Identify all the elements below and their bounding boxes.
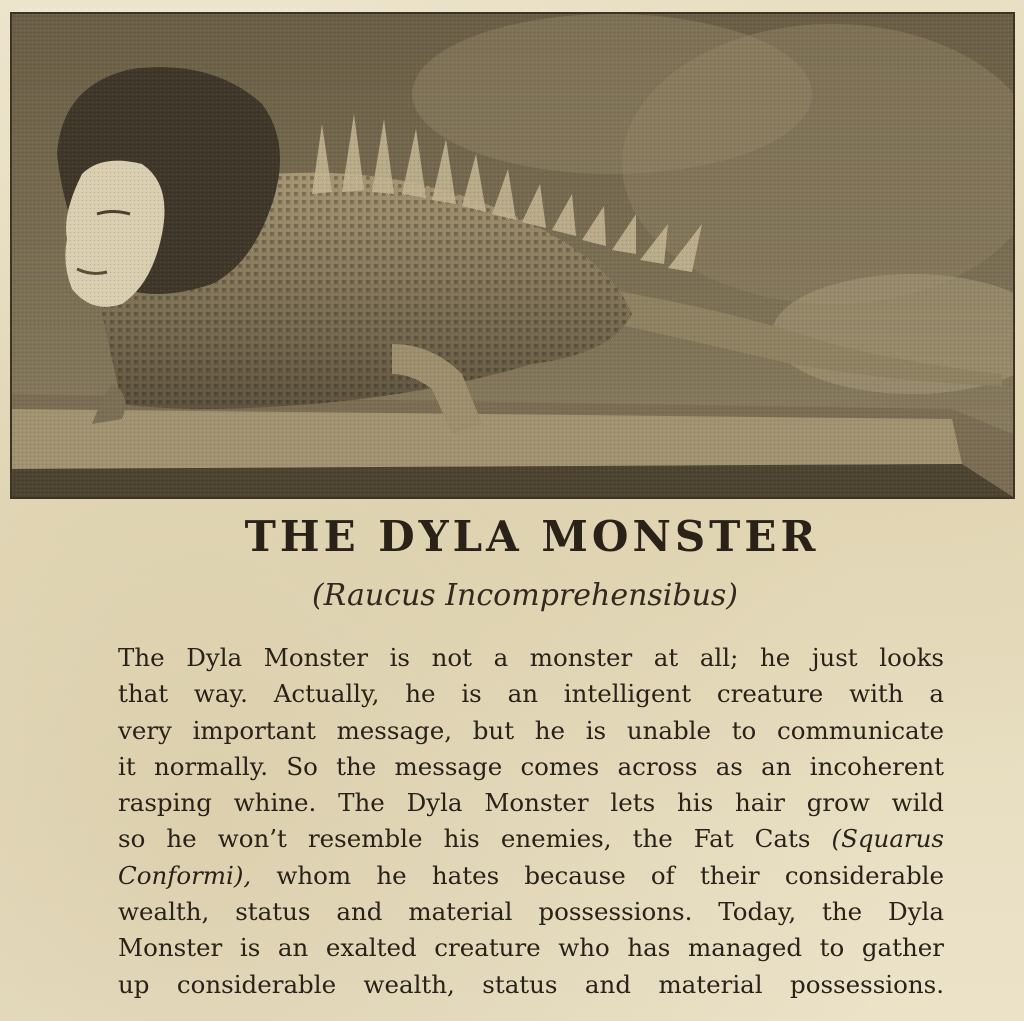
latin-name-conformi: Conformi),: [118, 860, 252, 890]
lizard-with-human-head-photo: [10, 12, 1015, 499]
body-line: wealth, status and material possessions. Today, the Dyla: [118, 897, 944, 927]
article-body: [118, 640, 944, 1003]
body-line: The Dyla Monster is not a monster at all; he just looks: [118, 643, 944, 672]
body-line: it normally. So the message comes across as an incoherent: [118, 751, 944, 781]
latin-name-squarus: (Squarus: [831, 824, 944, 854]
body-line-mixed: [118, 821, 944, 857]
body-line: that way. Actually, he is an intelligent creature with a: [118, 679, 944, 709]
body-line: very important message, but he is unable to communicate: [118, 715, 944, 745]
article-subtitle: (Raucus Incomprehensibus): [311, 578, 739, 613]
body-line-text: so he won’t resemble his enemies, the Fat Cats: [118, 824, 832, 854]
body-line-text: whom he hates because of their considerable: [251, 860, 944, 890]
body-line: rasping whine. The Dyla Monster lets his hair grow wild: [118, 788, 944, 818]
body-line: up considerable wealth, status and material possessions.: [118, 969, 944, 999]
body-line-mixed: [118, 858, 944, 894]
article-title: THE DYLA MONSTER: [244, 512, 820, 561]
photo-illustration: [12, 14, 1013, 497]
body-line: Monster is an exalted creature who has managed to gather: [118, 933, 944, 963]
